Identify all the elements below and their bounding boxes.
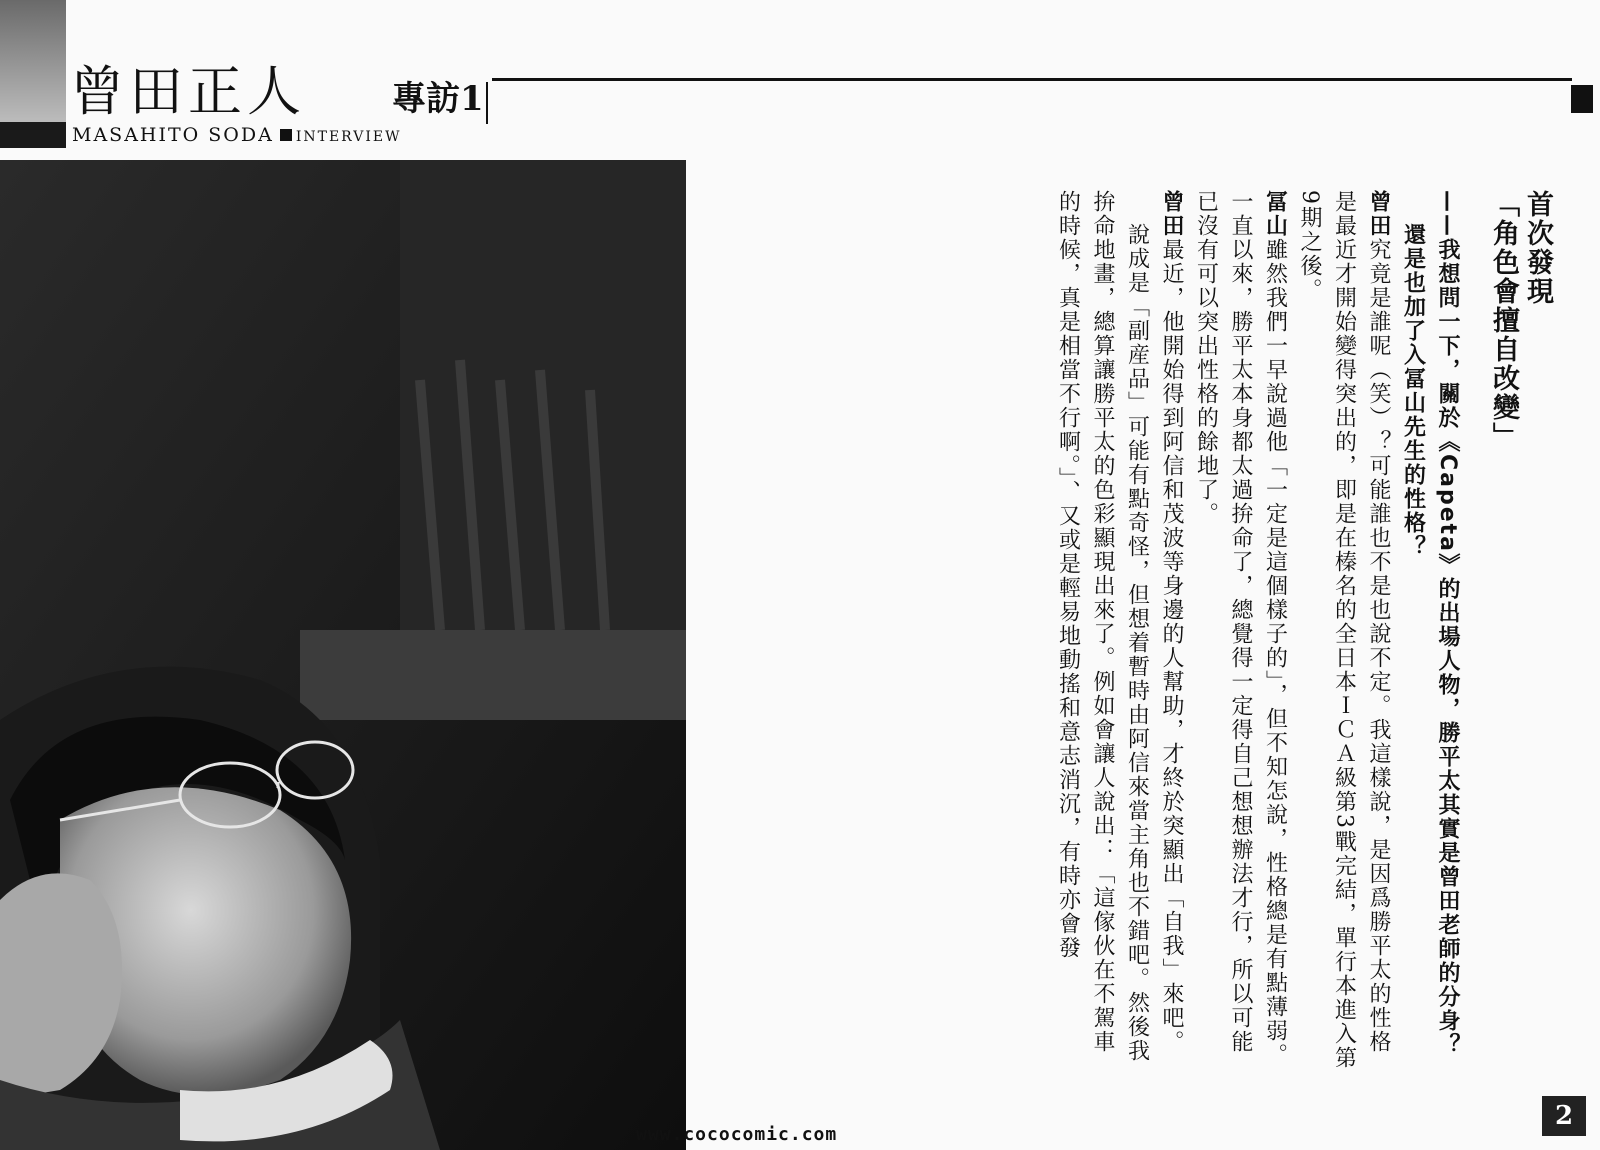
- page-title: 曾田正人: [70, 60, 306, 123]
- answer-paragraph-4: 說成是「副産品」可能有點奇怪，但想着暫時由阿信來當主角也不錯吧。然後我拚命地畫，總算讓勝平太的色彩顯現出來了。例如會讓人說出：「這傢伙在不駕車的時候，真是相當不行啊。」、又或是輕易地動搖和意志消沉，有時亦會發: [1055, 190, 1150, 1063]
- speaker-label: 曾田: [1366, 190, 1391, 238]
- corner-gray-block: [0, 0, 66, 122]
- header-rule: [492, 78, 1572, 81]
- page-edge-tab: [1571, 85, 1593, 113]
- corner-black-bar: [0, 122, 66, 148]
- section-heading: [1486, 190, 1554, 1070]
- page-number: 2: [1542, 1096, 1586, 1136]
- question-line-2: 還是也加了入冨山先生的性格？: [1400, 223, 1426, 559]
- answer-text: 雖然我們一早說過他「一定是這個樣子的」，但不知怎說，性格總是有點薄弱。一直以來，勝平太本身都太過拚命了，總覺得一定得自己想想辦法才行，所以可能已沒有可以突出性格的餘地了。: [1193, 190, 1288, 1067]
- square-bullet-icon: [280, 129, 292, 141]
- answer-paragraph-2: [1188, 190, 1292, 1070]
- interview-tag: 專訪1: [392, 79, 484, 119]
- answer-text: 究竟是誰呢（笑）？可能誰也不是也說不定。我這樣說，是因爲勝平太的性格是最近才開始變得突出的，即是在榛名的全日本ＩＣＡ級第3戰完結，單行本進入第9期之後。: [1297, 190, 1391, 1070]
- interview-question: [1395, 190, 1464, 1070]
- subtitle-interview: INTERVIEW: [295, 129, 402, 145]
- subtitle: [72, 124, 401, 148]
- header-tick: [486, 82, 488, 124]
- spacer: [1464, 190, 1486, 1070]
- speaker-label: 曾田: [1159, 190, 1184, 238]
- heading-line-2: 「角色會擅自改變」: [1488, 190, 1519, 451]
- author-portrait-illustration: [0, 160, 686, 1150]
- answer-paragraph-1: [1292, 190, 1396, 1070]
- author-photo: [0, 160, 686, 1150]
- heading-line-1: 首次發現: [1522, 190, 1553, 306]
- article-body: [854, 190, 1554, 1070]
- answer-paragraph-3: [1154, 190, 1189, 1070]
- question-line-1: ——我想問一下，關於《Capeta》的出場人物，勝平太其實是曾田老師的分身？: [1435, 190, 1460, 1058]
- answer-text: 最近，他開始得到阿信和茂波等身邊的人幫助，才終於突顯出「自我」來吧。: [1159, 238, 1184, 1054]
- speaker-label: 冨山: [1262, 190, 1288, 238]
- subtitle-name: MASAHITO SODA: [72, 124, 274, 146]
- watermark-url: www.cococomic.com: [636, 1124, 838, 1145]
